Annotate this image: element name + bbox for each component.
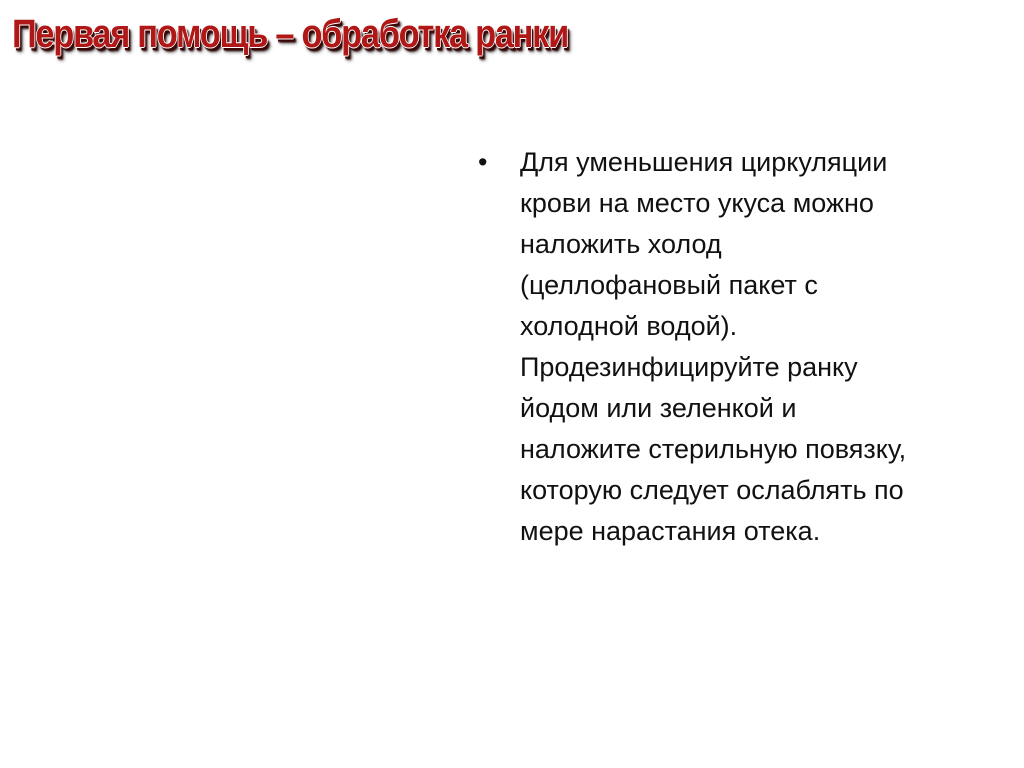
text-line: мере нарастания отека.: [520, 516, 821, 546]
text-line: наложить холод: [520, 229, 722, 259]
slide-title: Первая помощь – обработка ранки: [12, 12, 568, 56]
bullet-icon: •: [478, 147, 488, 177]
text-line: холодной водой).: [520, 311, 738, 341]
text-line: (целлофановый пакет с: [520, 270, 818, 300]
list-item: [478, 142, 998, 552]
text-line: которую следует ослаблять по: [520, 475, 904, 505]
bullet-list: [478, 142, 998, 552]
text-line: Для уменьшения циркуляции: [520, 147, 888, 177]
text-line: йодом или зеленкой и: [520, 393, 797, 423]
text-line: Продезинфицируйте ранку: [520, 352, 858, 382]
text-line: крови на место укуса можно: [520, 188, 874, 218]
text-line: наложите стерильную повязку,: [520, 434, 907, 464]
bullet-text: [520, 142, 998, 552]
